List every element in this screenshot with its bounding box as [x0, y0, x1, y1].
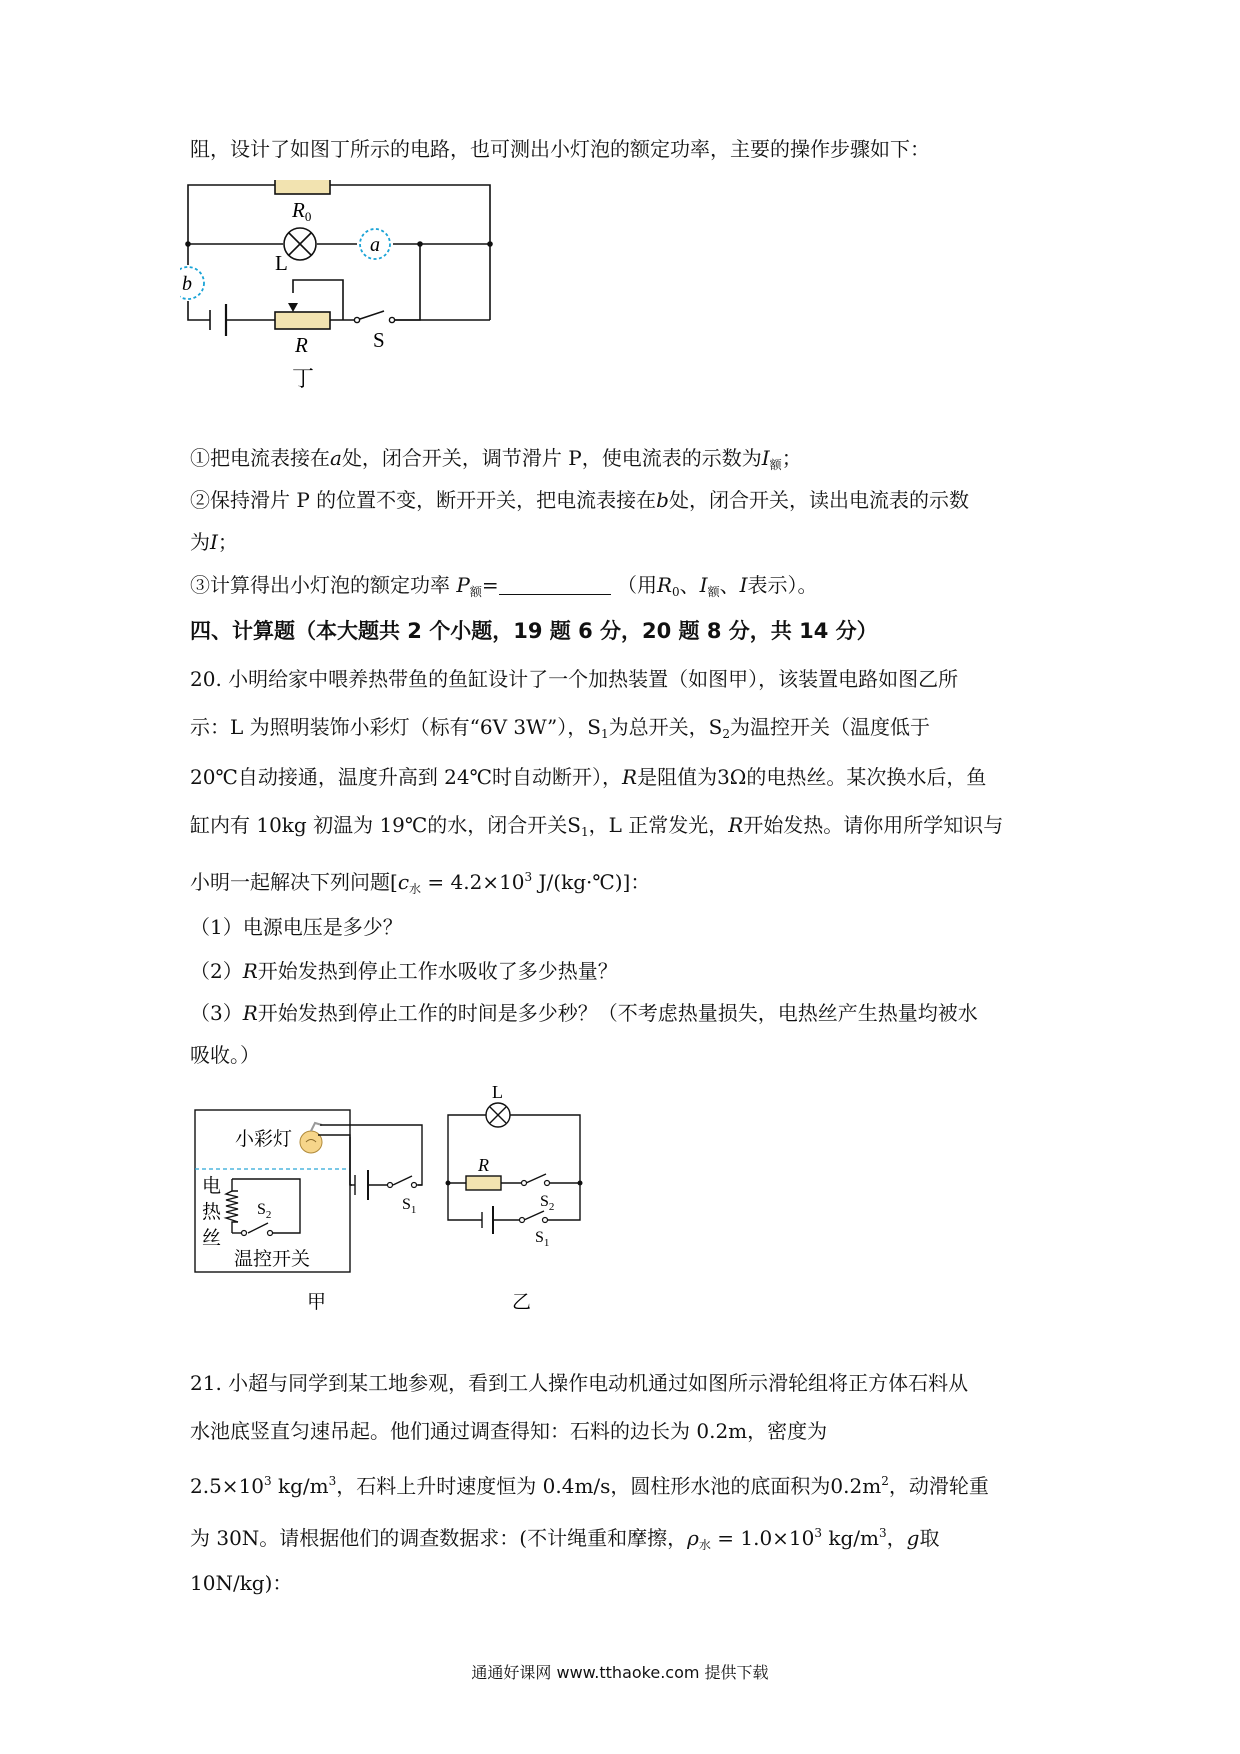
rheostat-r — [275, 312, 330, 329]
resistor-r0 — [275, 180, 330, 194]
label-r0: R0 — [292, 198, 312, 224]
caption-ding: 丁 — [292, 367, 315, 392]
q21-line-2: 水池底竖直匀速吊起。他们通过调查得知：石料的边长为 0.2m，密度为 — [190, 1419, 828, 1443]
q20-line-3: 20℃自动接通，温度升高到 24℃时自动断开），R是阻值为3Ω的电热丝。某次换水后，鱼 — [190, 765, 987, 789]
resistor-r-yi — [466, 1176, 501, 1190]
q21-line-4: 为 30N。请根据他们的调查数据求：(不计绳重和摩擦，$\rho_水 = 1.0\times 10^3$ $kg/m^3$，g取 — [190, 1526, 940, 1552]
q20-line-5: 小明一起解决下列问题[$c_水 = 4.2\times 10^3$ J/(kg·℃)]： — [190, 870, 651, 896]
q21-line-5: 10N/kg)： — [190, 1571, 293, 1595]
label-s1-jia: $S_1$ — [402, 1196, 417, 1216]
q20-part-1: （1）电源电压是多少？ — [190, 915, 403, 939]
section-4-heading: 四、计算题（本大题共 2 个小题，19 题 6 分，20 题 8 分，共 14 分） — [190, 619, 878, 643]
label-small-lamp: 小彩灯 — [235, 1128, 293, 1150]
label-s2-yi: $S_2$ — [540, 1193, 555, 1213]
label-s1-yi: $S_1$ — [535, 1229, 550, 1249]
switch-s — [354, 317, 359, 322]
answer-blank[interactable] — [499, 574, 611, 595]
q20-line-2: 示：L 为照明装饰小彩灯（标有“6V 3W”），$S_1$为总开关，$S_2$为温控开关（温度低于 — [190, 715, 930, 741]
q20-part-3: （3）R开始发热到停止工作的时间是多少秒？（不考虑热量损失，电热丝产生热量均被水 — [190, 1001, 978, 1025]
label-b: b — [182, 273, 192, 295]
step-1: ①把电流表接在a处，闭合开关，调节滑片 P，使电流表的示数为$I_额$； — [190, 446, 802, 472]
step-3: ③计算得出小灯泡的额定功率 $P_额=$ （用$R_0$、$I_额$、I表示）。 — [190, 573, 818, 599]
label-s2-jia: $S_2$ — [257, 1201, 272, 1221]
q20-line-4: 缸内有 10kg 初温为 19℃的水，闭合开关$S_1$，L 正常发光，R开始发热。请你用所学知识与 — [190, 813, 1004, 839]
circuit-diagram-ding — [180, 180, 500, 395]
caption-yi: 乙 — [512, 1291, 532, 1313]
label-heater-1: 电 — [202, 1175, 222, 1197]
figure-yi — [440, 1080, 600, 1325]
q21-line-1: 21. 小超与同学到某工地参观，看到工人操作电动机通过如图所示滑轮组将正方体石料从 — [190, 1371, 969, 1395]
label-r-yi: R — [478, 1155, 489, 1175]
label-heater-2: 热 — [202, 1201, 222, 1223]
q21-line-3: $2.5\times 10^3$ $kg/m^3$，石料上升时速度恒为 0.4m/s，圆柱形水池的底面积为$0.2m^2$，动滑轮重 — [190, 1474, 989, 1498]
label-l: L — [275, 251, 288, 275]
q20-line-1: 20. 小明给家中喂养热带鱼的鱼缸设计了一个加热装置（如图甲），该装置电路如图乙所 — [190, 667, 959, 691]
step-2-line-1: ②保持滑片 P 的位置不变，断开开关，把电流表接在b处，闭合开关，读出电流表的示数 — [190, 488, 969, 512]
label-s: S — [373, 328, 385, 352]
label-thermo-switch: 温控开关 — [234, 1248, 311, 1270]
label-rheostat: R — [295, 333, 308, 357]
label-a: a — [370, 234, 380, 256]
caption-jia: 甲 — [307, 1291, 327, 1313]
page-footer: 通通好课网 www.tthaoke.com 提供下载 — [471, 1663, 769, 1682]
figure-jia — [190, 1095, 440, 1325]
label-l-yi: L — [492, 1082, 503, 1102]
q20-part-2: （2）R开始发热到停止工作水吸收了多少热量？ — [190, 959, 618, 983]
intro-text: 阻，设计了如图丁所示的电路，也可测出小灯泡的额定功率，主要的操作步骤如下： — [190, 137, 930, 161]
q20-part-3-line-2: 吸收。） — [190, 1043, 260, 1067]
label-heater-3: 丝 — [202, 1227, 222, 1249]
step-2-line-2: 为I； — [190, 530, 238, 554]
